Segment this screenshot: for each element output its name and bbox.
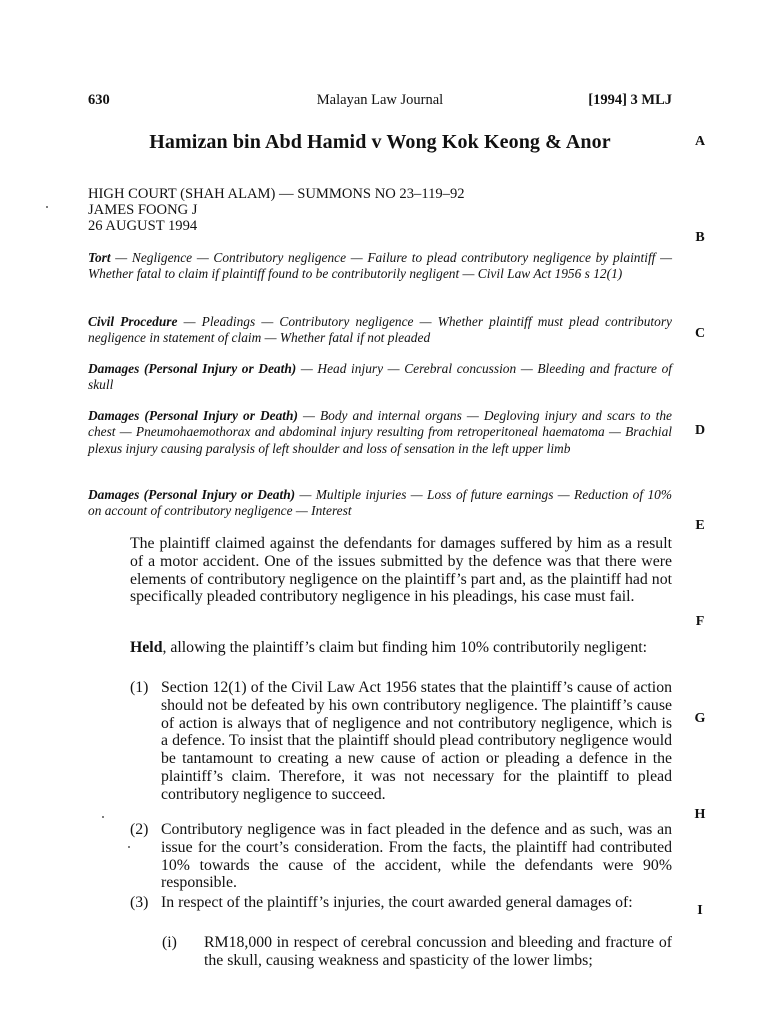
holding-text: In respect of the plaintiff’s injuries, the court awarded general damages of:: [161, 894, 633, 911]
catchword-text: — Multiple injuries — Loss of future earnings — Reduction of 10% on account of contributory negligence — Interest: [88, 487, 672, 519]
catchword-text: — Pleadings — Contributory negligence — Whether plaintiff must plead contributory negligence in statement of claim — Whether fatal if not pleaded: [88, 314, 672, 346]
scan-speck: [128, 846, 130, 848]
margin-marker-g: G: [694, 711, 706, 726]
catchword-subject: Damages (Personal Injury or Death): [88, 487, 296, 502]
catchword-paragraph: [88, 314, 672, 347]
holding-text: Contributory negligence was in fact pleaded in the defence and as such, was an issue for the court’s consideration. From the facts, the plaintiff had contributed 10% towards the cause of the accident, while the defendants were 90% responsible.: [161, 821, 672, 892]
holding-number: (2): [130, 821, 149, 838]
case-summary: The plaintiff claimed against the defendants for damages suffered by him as a result of a motor accident. One of the issues submitted by the defence was that there were elements of contributory negligence on the plaintiff’s part and, as the plaintiff had not specifically pleaded contributory negligence in his pleadings, his case must fail.: [130, 535, 672, 606]
catchword-subject: Tort: [88, 250, 111, 265]
journal-name: Malayan Law Journal: [316, 92, 444, 108]
holding-number: (1): [130, 679, 149, 696]
scan-speck: [46, 206, 48, 208]
margin-marker-b: B: [695, 230, 705, 245]
judge-name: JAMES FOONG J: [88, 202, 198, 218]
held-paragraph: [130, 639, 672, 657]
court-summons: HIGH COURT (SHAH ALAM) — SUMMONS NO 23–119–92: [88, 186, 465, 202]
margin-marker-i: I: [697, 903, 703, 918]
catchword-subject: Damages (Personal Injury or Death): [88, 408, 298, 423]
margin-marker-d: D: [694, 423, 706, 438]
margin-marker-h: H: [694, 807, 706, 822]
journal-citation: [1994] 3 MLJ: [588, 92, 672, 108]
catchword-paragraph: [88, 361, 672, 394]
subitem-text: RM18,000 in respect of cerebral concussion and bleeding and fracture of the skull, causing weakness and spasticity of the lower limbs;: [204, 934, 672, 969]
catchword-subject: Civil Procedure: [88, 314, 178, 329]
catchword-text: — Head injury — Cerebral concussion — Bleeding and fracture of skull: [88, 361, 672, 393]
subitem-number: (i): [162, 934, 177, 951]
catchword-paragraph: [88, 408, 672, 457]
catchword-paragraph: [88, 487, 672, 520]
held-label: Held: [130, 639, 163, 656]
margin-marker-c: C: [694, 326, 706, 341]
decision-date: 26 AUGUST 1994: [88, 218, 198, 234]
running-header: [88, 92, 672, 112]
case-title: Hamizan bin Abd Hamid v Wong Kok Keong & Anor: [149, 131, 611, 153]
catchword-text: — Negligence — Contributory negligence — Failure to plead contributory negligence by plaintiff — Whether fatal to claim if plaintiff found to be contributorily negligent — Civil Law Act 1956 s 12(1): [88, 250, 672, 282]
scan-speck: [102, 816, 104, 818]
holding-number: (3): [130, 894, 149, 911]
holding-text: Section 12(1) of the Civil Law Act 1956 states that the plaintiff’s cause of action should not be defeated by his own contributory negligence. The plaintiff’s cause of action is always that of negligence and not contributory negligence, which is a defence. To insist that the plaintiff should plead contributory negligence would be tantamount to creating a new cause of action or pleading a defence in the plaintiff’s claim. Therefore, it was not necessary for the plaintiff to plead contributory negligence to succeed.: [161, 679, 672, 803]
held-text: , allowing the plaintiff’s claim but finding him 10% contributorily negligent:: [162, 639, 647, 656]
page-number: 630: [88, 92, 110, 108]
catchword-paragraph: [88, 250, 672, 283]
margin-marker-a: A: [694, 134, 706, 149]
catchword-text: — Body and internal organs — Degloving injury and scars to the chest — Pneumohaemothorax and abdominal injury resulting from retroperitoneal haematoma — Brachial plexus injury causing paralysis of left shoulder and loss of sensation in the left upper limb: [88, 408, 672, 456]
margin-marker-e: E: [695, 518, 705, 533]
catchword-subject: Damages (Personal Injury or Death): [88, 361, 297, 376]
margin-marker-f: F: [695, 614, 705, 629]
court-info: [88, 186, 672, 234]
